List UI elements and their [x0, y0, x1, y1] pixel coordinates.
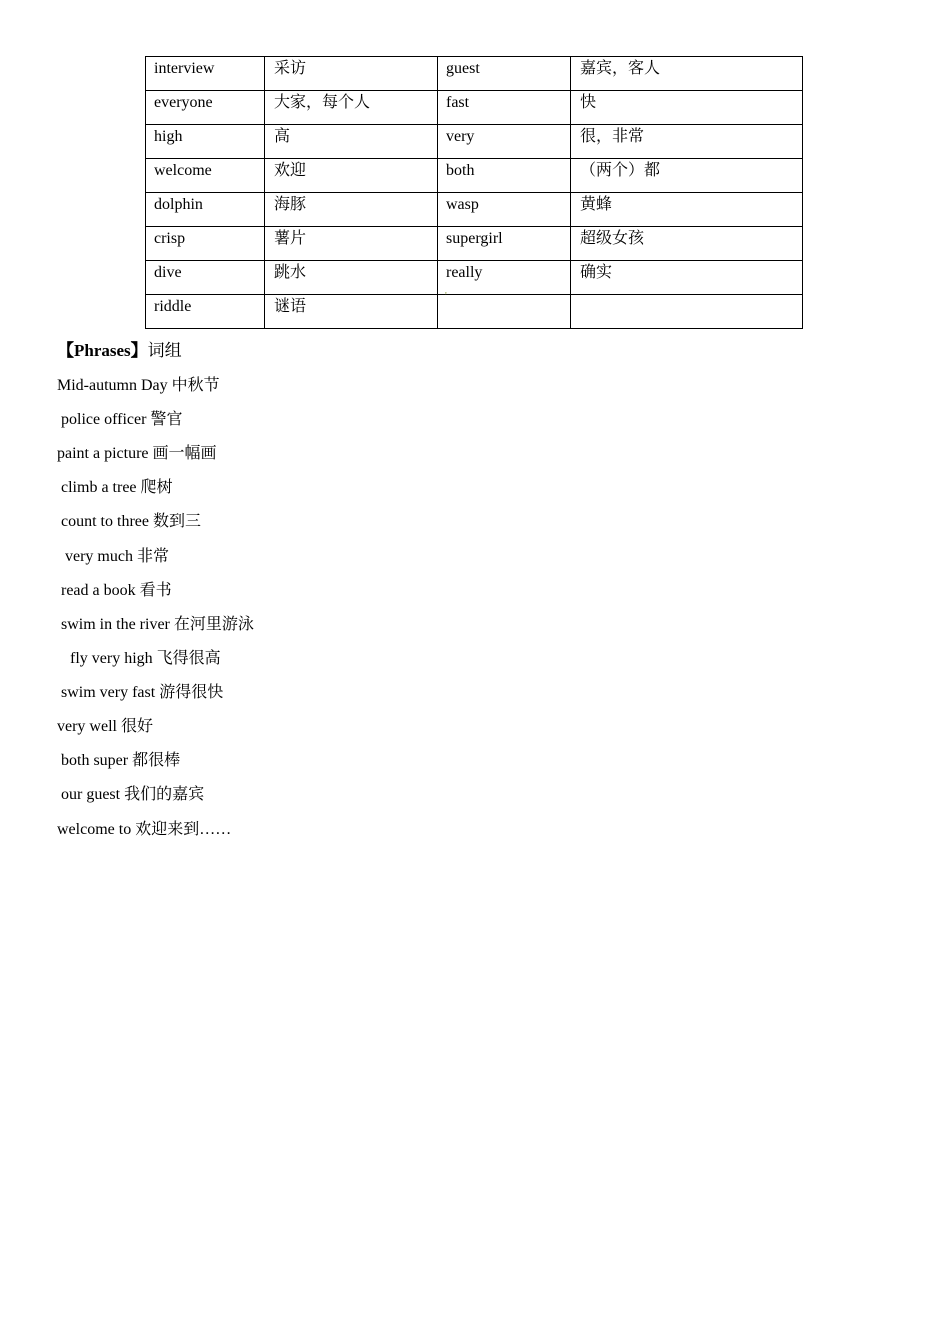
word-en: guest: [438, 57, 571, 91]
phrase-item: our guest 我们的嘉宾: [61, 786, 205, 803]
phrase-item: Mid-autumn Day 中秋节: [57, 377, 220, 394]
phrase-item: paint a picture 画一幅画: [57, 445, 217, 462]
word-zh: （两个）都: [571, 159, 803, 193]
table-row: [146, 91, 803, 125]
stray-mark: ': [445, 291, 447, 302]
empty-cell: [571, 295, 803, 329]
empty-cell: [438, 291, 571, 329]
word-zh: 确实: [571, 261, 803, 295]
phrase-item: welcome to 欢迎来到……: [57, 821, 232, 838]
word-zh: 很，非常: [571, 125, 803, 159]
table-row: [146, 159, 803, 193]
word-en: dive: [146, 261, 265, 295]
word-en: really: [438, 261, 571, 295]
word-en: very: [438, 125, 571, 159]
phrase-item: fly very high 飞得很高: [70, 650, 221, 667]
table-row: [146, 125, 803, 159]
phrase-item: read a book 看书: [61, 582, 172, 599]
word-en: riddle: [146, 295, 265, 329]
word-zh: 海豚: [265, 193, 438, 227]
table-row: [146, 57, 803, 91]
phrase-item: very much 非常: [65, 548, 169, 565]
phrases-heading-en: 【Phrases】: [57, 341, 148, 360]
word-en: supergirl: [438, 227, 571, 261]
phrase-item: very well 很好: [57, 718, 153, 735]
phrase-item: climb a tree 爬树: [61, 479, 173, 496]
table-row: [146, 227, 803, 261]
word-zh: 超级女孩: [571, 227, 803, 261]
word-zh: 欢迎: [265, 159, 438, 193]
phrase-item: count to three 数到三: [61, 513, 201, 530]
word-en: dolphin: [146, 193, 265, 227]
word-zh: 快: [571, 91, 803, 125]
vocabulary-table: [145, 56, 803, 329]
word-zh: 高: [265, 125, 438, 159]
word-en: crisp: [146, 227, 265, 261]
word-en: everyone: [146, 91, 265, 125]
phrase-item: swim very fast 游得很快: [61, 684, 224, 701]
word-en: wasp: [438, 193, 571, 227]
table-row: [146, 193, 803, 227]
word-en: interview: [146, 57, 265, 91]
table-row: [146, 295, 803, 329]
word-zh: 谜语: [265, 295, 438, 329]
table-row: [146, 261, 803, 295]
word-en: welcome: [146, 159, 265, 193]
word-zh: 采访: [265, 57, 438, 91]
word-en: both: [438, 159, 571, 193]
word-en: fast: [438, 91, 571, 125]
phrase-item: swim in the river 在河里游泳: [61, 616, 254, 633]
phrases-heading: [57, 339, 182, 363]
word-zh: 薯片: [265, 227, 438, 261]
word-zh: 大家，每个人: [265, 91, 438, 125]
word-zh: 黄蜂: [571, 193, 803, 227]
phrase-item: police officer 警官: [61, 411, 183, 428]
phrases-heading-zh: 词组: [147, 341, 182, 360]
word-zh: 跳水: [265, 261, 438, 295]
word-zh: 嘉宾，客人: [571, 57, 803, 91]
phrase-item: both super 都很棒: [61, 752, 181, 769]
word-en: high: [146, 125, 265, 159]
